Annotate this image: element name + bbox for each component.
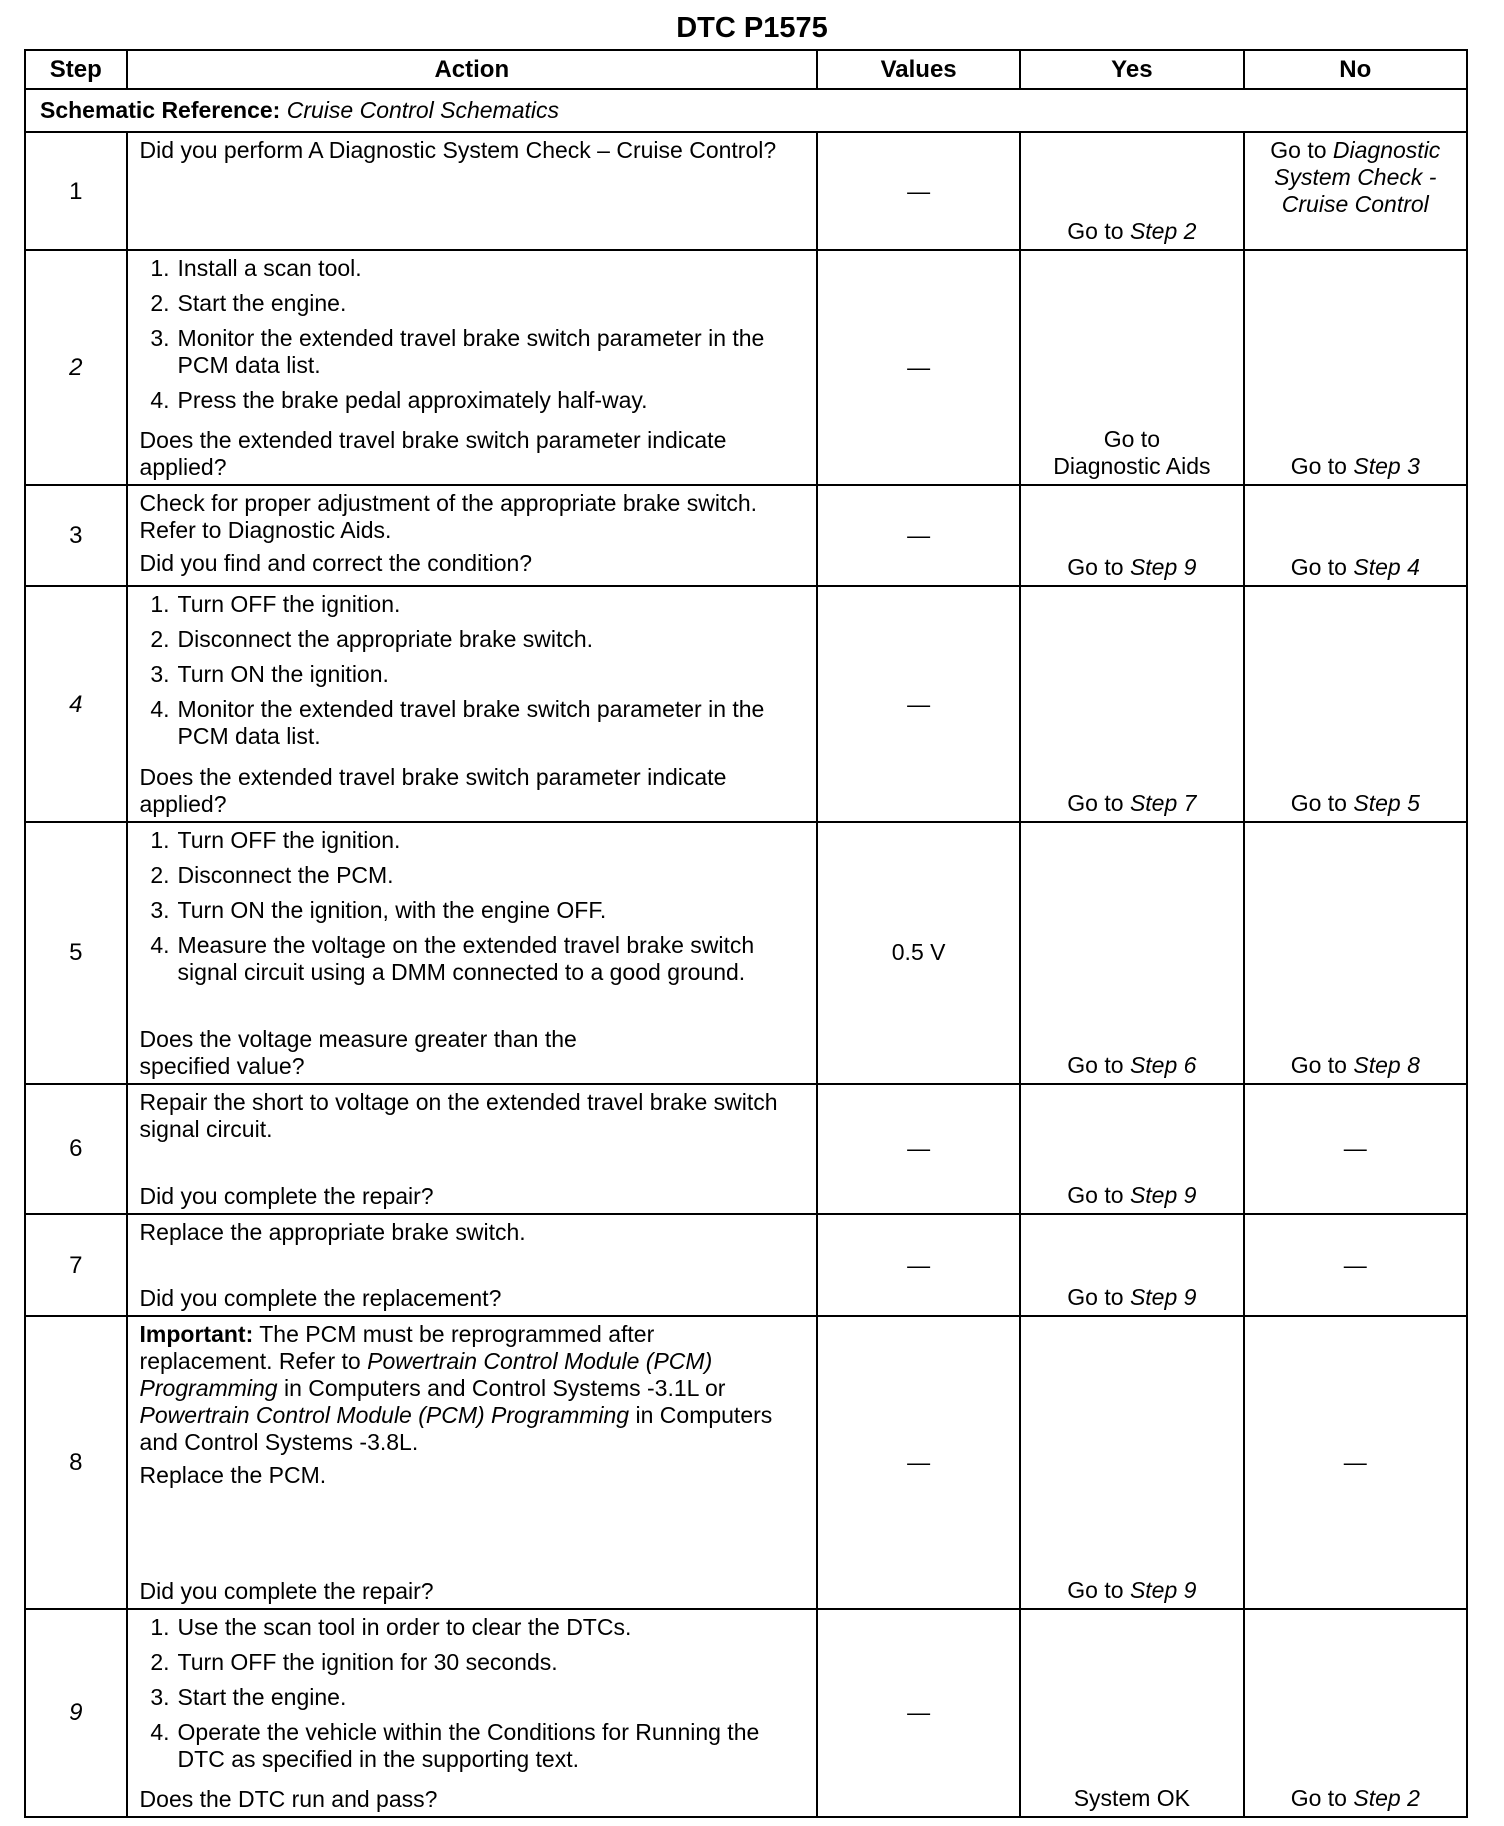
no-link[interactable]: Step 5 bbox=[1353, 789, 1420, 816]
no-link[interactable]: Step 8 bbox=[1353, 1051, 1420, 1078]
values-cell: — bbox=[817, 132, 1020, 251]
step-number: 2 bbox=[25, 250, 127, 485]
page-title: DTC P1575 bbox=[676, 12, 828, 44]
table-row bbox=[25, 586, 1467, 822]
procedure-list bbox=[140, 827, 809, 994]
question-text: Does the extended travel brake switch parameter indicate applied? bbox=[139, 763, 727, 817]
yes-link[interactable]: Step 2 bbox=[1129, 218, 1197, 245]
action-cell bbox=[127, 1084, 818, 1214]
no-cell: Go to Step 5 bbox=[1244, 586, 1467, 822]
action-cell bbox=[127, 1316, 818, 1608]
table-row bbox=[25, 250, 1467, 485]
yes-link[interactable]: Step 9 bbox=[1129, 554, 1197, 581]
yes-link[interactable]: Step 9 bbox=[1129, 1284, 1197, 1311]
table-row bbox=[25, 1084, 1467, 1214]
no-cell: Go to Diagnostic System Check - Cruise Control bbox=[1244, 132, 1467, 251]
values-cell: — bbox=[817, 586, 1020, 822]
list-item: 2. Disconnect the appropriate brake switch. bbox=[150, 626, 594, 653]
reference-link[interactable]: Powertrain Control Module (PCM) Programming bbox=[139, 1402, 630, 1429]
yes-cell: Go to Step 6 bbox=[1020, 822, 1243, 1084]
no-cell: Go to Step 2 bbox=[1244, 1609, 1467, 1817]
header-row bbox=[25, 50, 1467, 89]
no-link[interactable]: Step 4 bbox=[1353, 554, 1420, 581]
procedure-list bbox=[140, 1614, 809, 1781]
procedure-list bbox=[140, 255, 809, 422]
step-number: 7 bbox=[25, 1214, 127, 1317]
table-row bbox=[25, 822, 1467, 1084]
list-item: 2. Disconnect the PCM. bbox=[150, 861, 394, 888]
list-item: 3. Start the engine. bbox=[150, 1683, 347, 1710]
header-no: No bbox=[1244, 50, 1467, 89]
important-note: Important: The PCM must be reprogrammed after replacement. Refer to Powertrain Control Module (PCM) Programming in Computers and Control Systems -3.1L or Powertrain Control Module (PCM) Programming in Computers and Control Systems -3.8L. bbox=[139, 1321, 773, 1456]
values-cell: — bbox=[817, 250, 1020, 485]
reference-link[interactable]: Powertrain Control Module (PCM) Programming bbox=[139, 1348, 713, 1402]
yes-cell: Go to Step 9 bbox=[1020, 485, 1243, 587]
no-link[interactable]: Diagnostic System Check - Cruise Control bbox=[1274, 136, 1441, 217]
list-item: 3. Monitor the extended travel brake switch parameter in the PCM data list. bbox=[150, 325, 765, 379]
action-cell bbox=[127, 1609, 818, 1817]
yes-cell: Go to Step 9 bbox=[1020, 1214, 1243, 1317]
list-item: 1. Turn OFF the ignition. bbox=[150, 591, 401, 618]
action-cell bbox=[127, 586, 818, 822]
action-cell bbox=[127, 1214, 818, 1317]
yes-link[interactable]: Step 6 bbox=[1129, 1051, 1197, 1078]
action-text: Check for proper adjustment of the appropriate brake switch. Refer to Diagnostic Aids. bbox=[139, 489, 758, 543]
list-item: 1. Install a scan tool. bbox=[150, 255, 362, 282]
table-row bbox=[25, 1609, 1467, 1817]
values-cell: — bbox=[817, 1316, 1020, 1608]
values-cell: — bbox=[817, 1214, 1020, 1317]
values-cell: — bbox=[817, 485, 1020, 587]
list-item: 2. Start the engine. bbox=[150, 290, 347, 317]
values-cell: 0.5 V bbox=[817, 822, 1020, 1084]
question-text: Did you find and correct the condition? bbox=[139, 549, 533, 576]
schematic-link[interactable]: Cruise Control Schematics bbox=[286, 96, 559, 123]
action-cell bbox=[127, 132, 818, 251]
step-number: 6 bbox=[25, 1084, 127, 1214]
diagnostic-table bbox=[24, 49, 1468, 1818]
no-link[interactable]: Step 3 bbox=[1353, 452, 1420, 479]
question-text: Does the DTC run and pass? bbox=[139, 1786, 438, 1812]
step-number: 5 bbox=[25, 822, 127, 1084]
schematic-label: Schematic Reference: bbox=[40, 96, 281, 123]
yes-cell: Go to Diagnostic Aids bbox=[1020, 250, 1243, 485]
question-text: Does the voltage measure greater than the specified value? bbox=[139, 1025, 577, 1079]
no-cell: Go to Step 8 bbox=[1244, 822, 1467, 1084]
step-number: 8 bbox=[25, 1316, 127, 1608]
action-text: Replace the appropriate brake switch. bbox=[139, 1218, 526, 1245]
list-item: 1. Turn OFF the ignition. bbox=[150, 826, 401, 853]
yes-cell: System OK bbox=[1020, 1609, 1243, 1817]
list-item: 4. Press the brake pedal approximately half-way. bbox=[150, 387, 648, 414]
yes-cell: Go to Step 9 bbox=[1020, 1084, 1243, 1214]
list-item: 4. Operate the vehicle within the Conditions for Running the DTC as specified in the supporting text. bbox=[150, 1718, 760, 1772]
question-text: Did you complete the replacement? bbox=[139, 1285, 502, 1312]
no-link[interactable]: Step 2 bbox=[1353, 1785, 1420, 1811]
table-row bbox=[25, 485, 1467, 587]
step-number: 4 bbox=[25, 586, 127, 822]
schematic-row bbox=[25, 89, 1467, 132]
action-text: Repair the short to voltage on the extended travel brake switch signal circuit. bbox=[139, 1088, 778, 1142]
question-text: Did you complete the repair? bbox=[139, 1182, 434, 1209]
question-text: Does the extended travel brake switch parameter indicate applied? bbox=[139, 426, 727, 480]
step-number: 9 bbox=[25, 1609, 127, 1817]
header-values: Values bbox=[817, 50, 1020, 89]
yes-link[interactable]: Step 9 bbox=[1129, 1576, 1197, 1603]
no-cell: — bbox=[1244, 1084, 1467, 1214]
instruction-text: Replace the PCM. bbox=[139, 1462, 327, 1489]
table-row bbox=[25, 1214, 1467, 1317]
no-cell: — bbox=[1244, 1316, 1467, 1608]
list-item: 4. Measure the voltage on the extended travel brake switch signal circuit using a DMM connected to a good ground. bbox=[150, 931, 755, 985]
table-row bbox=[25, 132, 1467, 251]
question-text: Did you complete the repair? bbox=[139, 1577, 434, 1604]
list-item: 4. Monitor the extended travel brake switch parameter in the PCM data list. bbox=[150, 696, 765, 750]
step-number: 3 bbox=[25, 485, 127, 587]
list-item: 1. Use the scan tool in order to clear the DTCs. bbox=[150, 1613, 632, 1640]
no-cell: Go to Step 4 bbox=[1244, 485, 1467, 587]
yes-cell: Go to Step 2 bbox=[1020, 132, 1243, 251]
header-step: Step bbox=[25, 50, 127, 89]
list-item: 2. Turn OFF the ignition for 30 seconds. bbox=[150, 1648, 558, 1675]
yes-cell: Go to Step 7 bbox=[1020, 586, 1243, 822]
action-text: Did you perform A Diagnostic System Check – Cruise Control? bbox=[139, 136, 777, 163]
yes-cell: Go to Step 9 bbox=[1020, 1316, 1243, 1608]
values-cell: — bbox=[817, 1084, 1020, 1214]
schematic-reference bbox=[25, 89, 1467, 132]
no-cell: Go to Step 3 bbox=[1244, 250, 1467, 485]
step-number: 1 bbox=[25, 132, 127, 251]
important-label: Important: bbox=[139, 1321, 254, 1348]
header-yes: Yes bbox=[1020, 50, 1243, 89]
values-cell: — bbox=[817, 1609, 1020, 1817]
yes-link[interactable]: Step 9 bbox=[1129, 1181, 1197, 1208]
list-item: 3. Turn ON the ignition. bbox=[150, 661, 389, 688]
table-row bbox=[25, 1316, 1467, 1608]
header-action: Action bbox=[127, 50, 818, 89]
procedure-list bbox=[140, 591, 809, 758]
action-cell bbox=[127, 485, 818, 587]
no-cell: — bbox=[1244, 1214, 1467, 1317]
yes-link[interactable]: Step 7 bbox=[1129, 789, 1197, 816]
action-cell bbox=[127, 822, 818, 1084]
list-item: 3. Turn ON the ignition, with the engine OFF. bbox=[150, 896, 607, 923]
action-cell bbox=[127, 250, 818, 485]
yes-link[interactable]: Diagnostic Aids bbox=[1053, 452, 1211, 479]
